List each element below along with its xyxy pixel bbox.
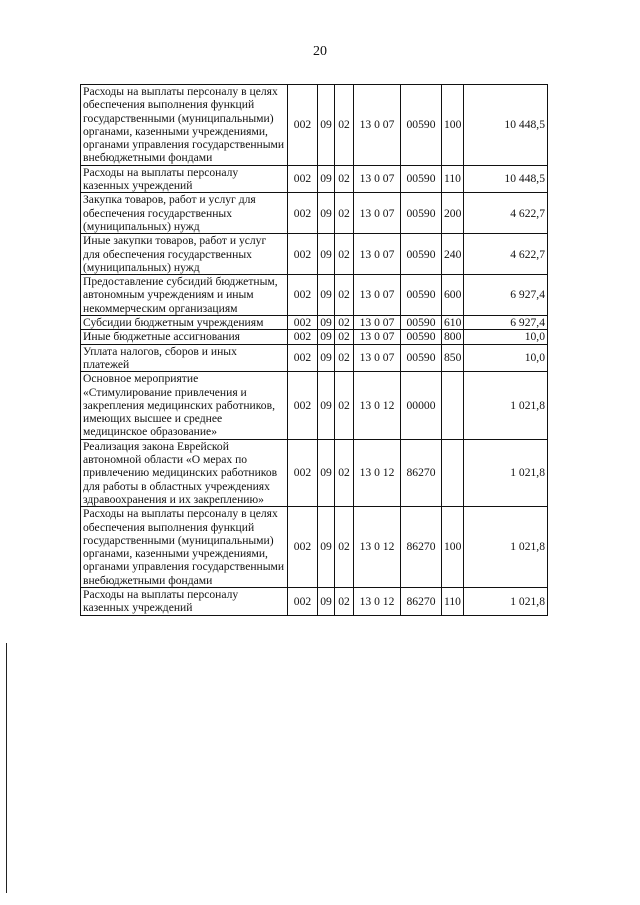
row-gr-code: 002	[288, 193, 318, 234]
row-gr-code: 002	[288, 234, 318, 275]
table-row	[81, 165, 548, 193]
row-name: Основное мероприятие «Стимулирование привлечения и закрепления медицинских работников, имеющих высшее и среднее медицинское образование»	[81, 372, 288, 439]
row-gr-code: 002	[288, 316, 318, 330]
row-section: 09	[318, 507, 335, 588]
row-name: Иные закупки товаров, работ и услуг для обеспечения государственных (муниципальных) нужд	[81, 234, 288, 275]
row-section: 09	[318, 316, 335, 330]
table-row	[81, 507, 548, 588]
margin-line	[6, 643, 7, 893]
row-section: 09	[318, 330, 335, 344]
row-gr-code: 002	[288, 165, 318, 193]
table-row	[81, 439, 548, 506]
budget-table	[80, 84, 548, 616]
row-subsection: 02	[335, 507, 354, 588]
row-expense-type	[442, 439, 464, 506]
row-expense-type: 200	[442, 193, 464, 234]
table-row	[81, 330, 548, 344]
row-amount: 10 448,5	[464, 85, 548, 166]
row-gr-code: 002	[288, 330, 318, 344]
table-row	[81, 372, 548, 439]
row-section: 09	[318, 439, 335, 506]
row-subsection: 02	[335, 344, 354, 372]
row-gr-code: 002	[288, 587, 318, 615]
row-name: Уплата налогов, сборов и иных платежей	[81, 344, 288, 372]
row-expense-type: 800	[442, 330, 464, 344]
row-expense-type: 110	[442, 587, 464, 615]
row-subsection: 02	[335, 193, 354, 234]
row-amount: 6 927,4	[464, 275, 548, 316]
row-target-code: 00590	[401, 234, 442, 275]
row-section: 09	[318, 587, 335, 615]
row-target-article: 13 0 07	[354, 165, 401, 193]
row-gr-code: 002	[288, 275, 318, 316]
row-amount: 1 021,8	[464, 507, 548, 588]
row-amount: 4 622,7	[464, 234, 548, 275]
row-amount: 10,0	[464, 344, 548, 372]
table-row	[81, 234, 548, 275]
table-row	[81, 344, 548, 372]
row-gr-code: 002	[288, 439, 318, 506]
row-name: Субсидии бюджетным учреждениям	[81, 316, 288, 330]
row-subsection: 02	[335, 587, 354, 615]
row-gr-code: 002	[288, 344, 318, 372]
table-row	[81, 193, 548, 234]
row-amount: 1 021,8	[464, 372, 548, 439]
row-amount: 10,0	[464, 330, 548, 344]
row-expense-type: 850	[442, 344, 464, 372]
row-target-article: 13 0 07	[354, 234, 401, 275]
row-target-article: 13 0 07	[354, 316, 401, 330]
row-expense-type: 110	[442, 165, 464, 193]
row-target-code: 86270	[401, 587, 442, 615]
row-expense-type: 600	[442, 275, 464, 316]
row-section: 09	[318, 193, 335, 234]
row-subsection: 02	[335, 439, 354, 506]
row-name: Расходы на выплаты персоналу казенных учреждений	[81, 587, 288, 615]
row-section: 09	[318, 85, 335, 166]
row-amount: 1 021,8	[464, 587, 548, 615]
row-target-code: 00590	[401, 344, 442, 372]
row-amount: 4 622,7	[464, 193, 548, 234]
row-section: 09	[318, 165, 335, 193]
row-gr-code: 002	[288, 372, 318, 439]
row-target-code: 00590	[401, 316, 442, 330]
row-section: 09	[318, 275, 335, 316]
row-target-code: 00000	[401, 372, 442, 439]
row-name: Закупка товаров, работ и услуг для обеспечения государственных (муниципальных) нужд	[81, 193, 288, 234]
row-subsection: 02	[335, 330, 354, 344]
row-subsection: 02	[335, 372, 354, 439]
row-expense-type: 610	[442, 316, 464, 330]
row-name: Расходы на выплаты персоналу в целях обеспечения выполнения функций государственными (муниципальными) органами, казенными учреждениями, органами управления государственными внебюджетными фондами	[81, 507, 288, 588]
row-target-code: 86270	[401, 439, 442, 506]
row-section: 09	[318, 344, 335, 372]
row-target-article: 13 0 07	[354, 344, 401, 372]
row-subsection: 02	[335, 234, 354, 275]
table-row	[81, 275, 548, 316]
row-gr-code: 002	[288, 507, 318, 588]
page-number: 20	[313, 44, 327, 59]
row-expense-type: 100	[442, 85, 464, 166]
row-expense-type: 240	[442, 234, 464, 275]
row-section: 09	[318, 234, 335, 275]
row-expense-type: 100	[442, 507, 464, 588]
row-amount: 10 448,5	[464, 165, 548, 193]
row-target-article: 13 0 12	[354, 439, 401, 506]
table-row	[81, 587, 548, 615]
row-target-article: 13 0 07	[354, 330, 401, 344]
row-target-code: 00590	[401, 85, 442, 166]
row-amount: 1 021,8	[464, 439, 548, 506]
table-row	[81, 85, 548, 166]
row-target-code: 00590	[401, 193, 442, 234]
row-target-code: 86270	[401, 507, 442, 588]
row-target-article: 13 0 12	[354, 507, 401, 588]
row-amount: 6 927,4	[464, 316, 548, 330]
row-subsection: 02	[335, 85, 354, 166]
row-target-article: 13 0 07	[354, 275, 401, 316]
row-name: Иные бюджетные ассигнования	[81, 330, 288, 344]
row-target-article: 13 0 07	[354, 85, 401, 166]
row-subsection: 02	[335, 165, 354, 193]
row-expense-type	[442, 372, 464, 439]
row-subsection: 02	[335, 316, 354, 330]
row-name: Реализация закона Еврейской автономной области «О мерах по привлечению медицинских работников для работы в областных учреждениях здравоохранения и их закреплению»	[81, 439, 288, 506]
row-target-code: 00590	[401, 275, 442, 316]
row-target-article: 13 0 07	[354, 193, 401, 234]
row-gr-code: 002	[288, 85, 318, 166]
table-row	[81, 316, 548, 330]
row-section: 09	[318, 372, 335, 439]
row-name: Расходы на выплаты персоналу казенных учреждений	[81, 165, 288, 193]
row-subsection: 02	[335, 275, 354, 316]
row-name: Предоставление субсидий бюджетным, автономным учреждениям и иным некоммерческим организациям	[81, 275, 288, 316]
row-name: Расходы на выплаты персоналу в целях обеспечения выполнения функций государственными (муниципальными) органами, казенными учреждениями, органами управления государственными внебюджетными фондами	[81, 85, 288, 166]
row-target-article: 13 0 12	[354, 587, 401, 615]
row-target-code: 00590	[401, 165, 442, 193]
row-target-code: 00590	[401, 330, 442, 344]
row-target-article: 13 0 12	[354, 372, 401, 439]
